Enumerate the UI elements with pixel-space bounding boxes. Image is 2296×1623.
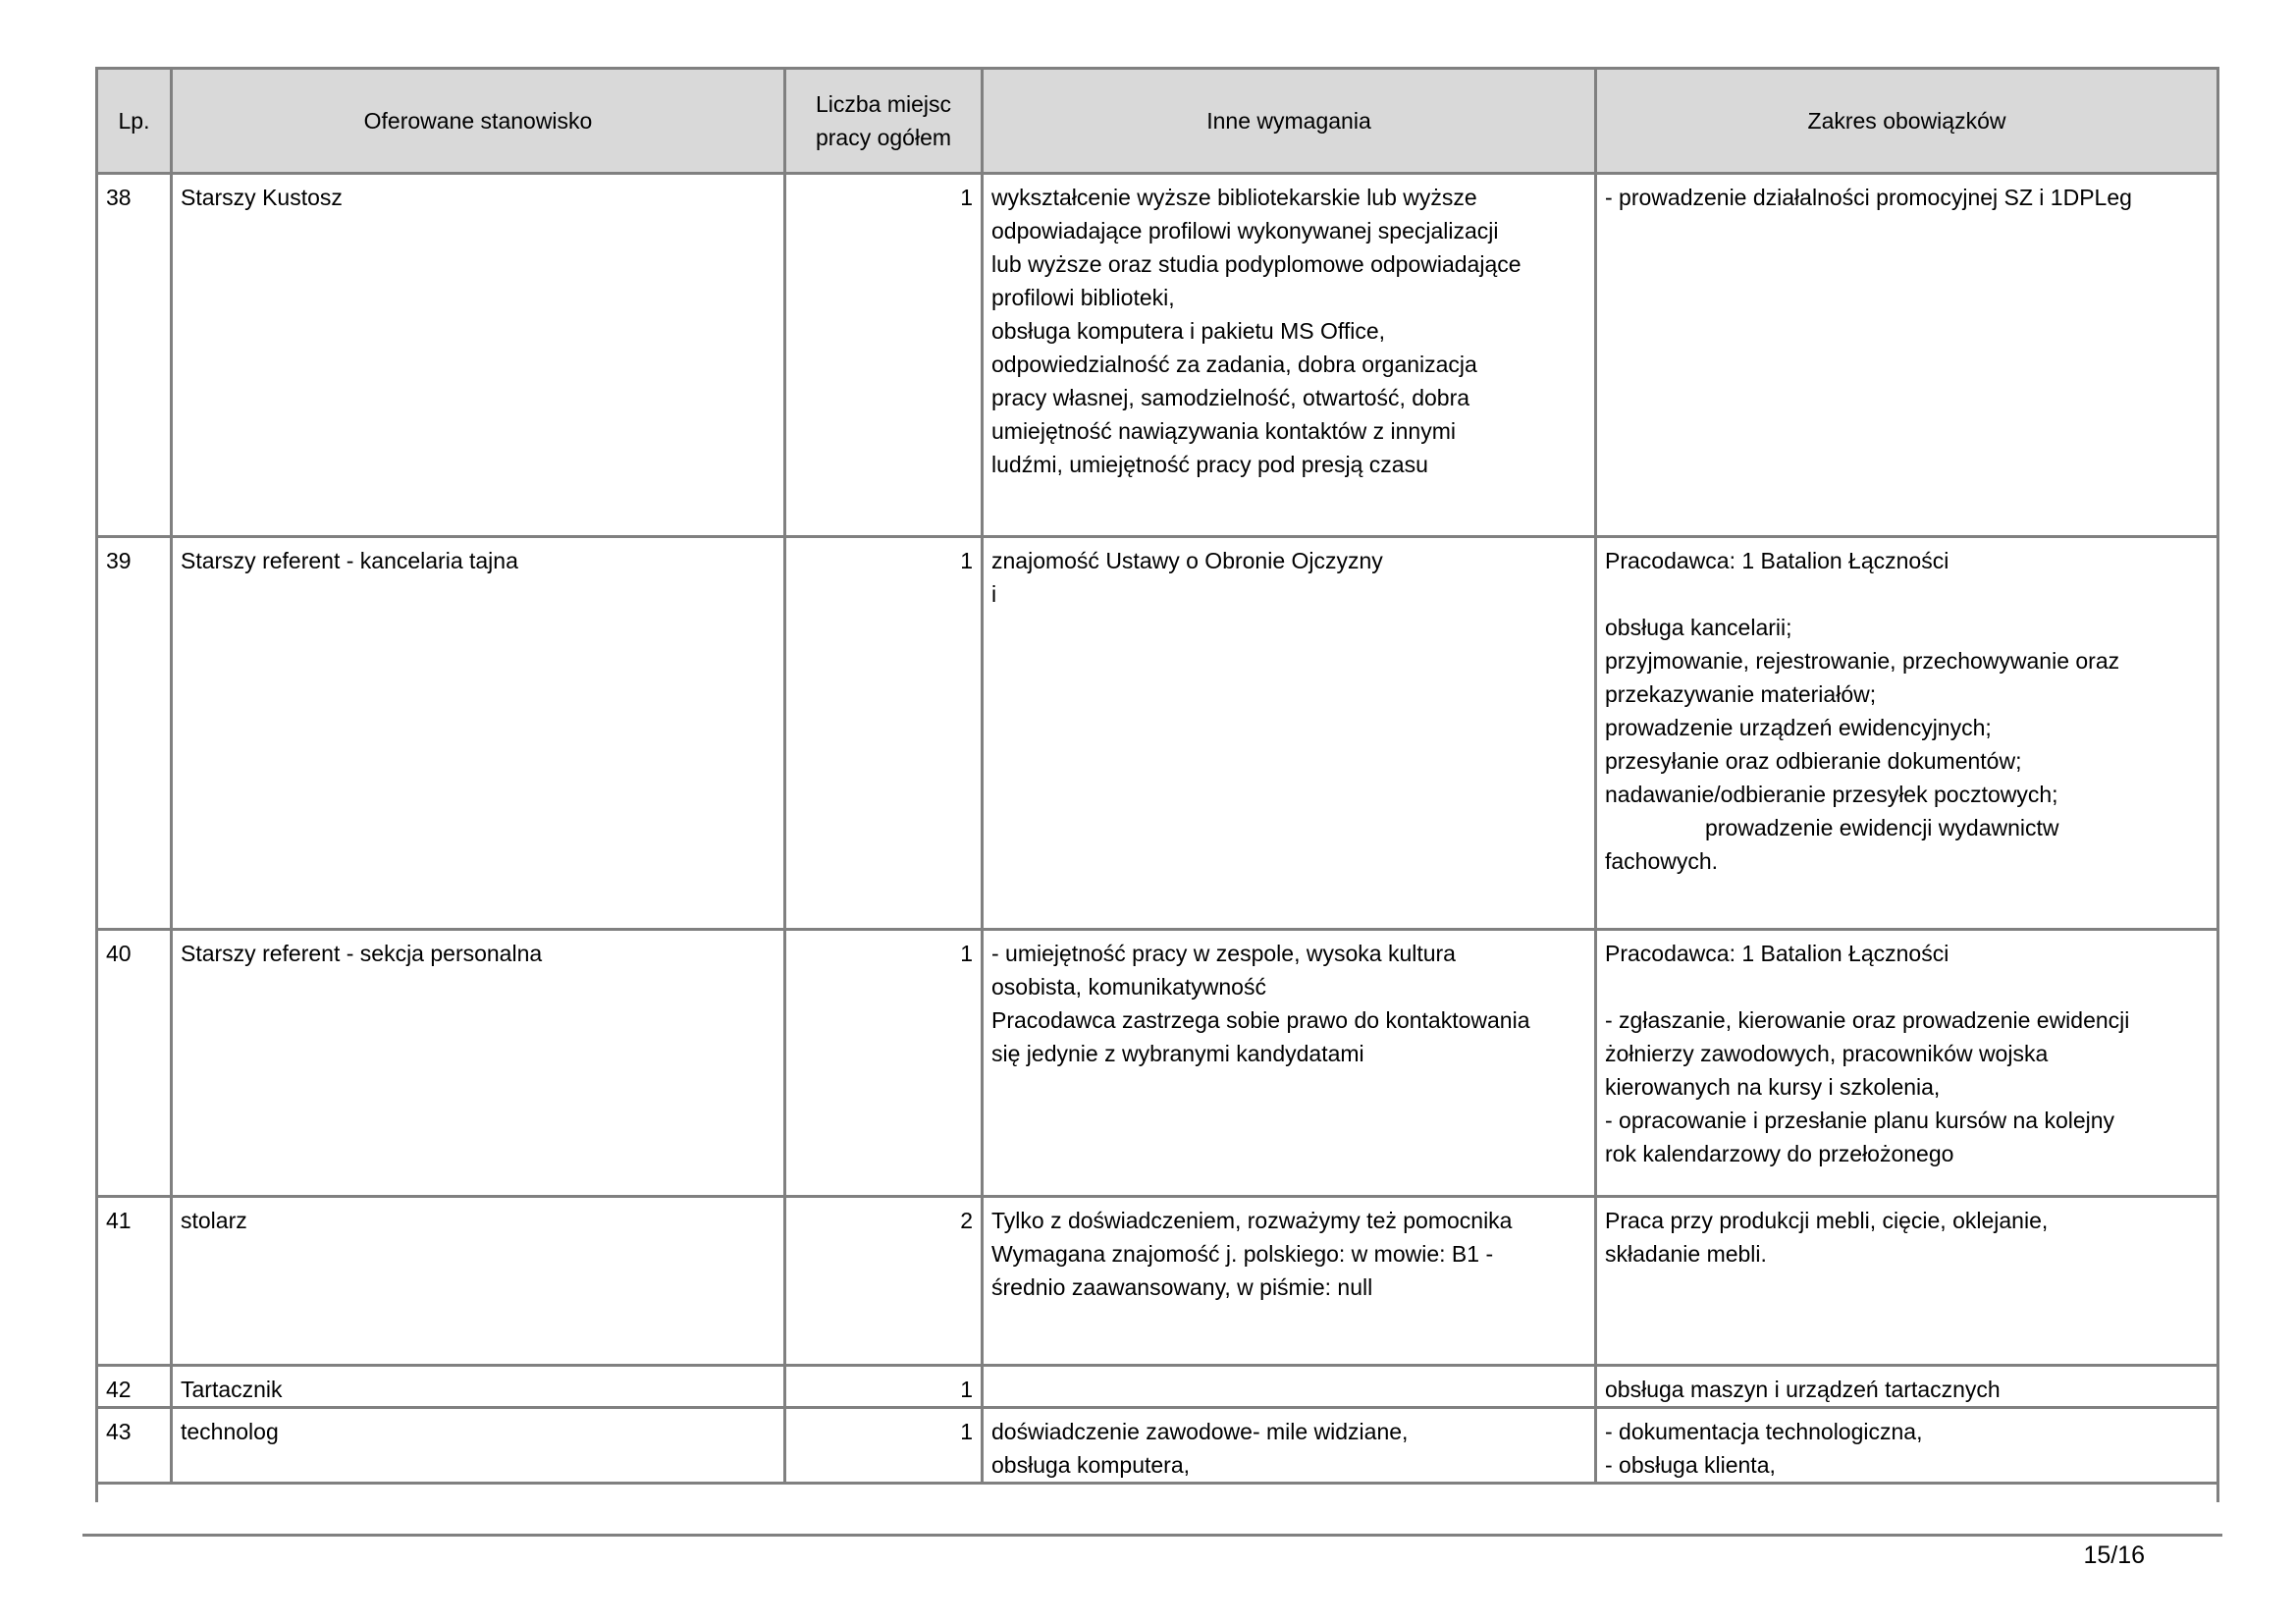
cell-requirements: Tylko z doświadczeniem, rozważymy też pomocnika Wymagana znajomość j. polskiego: w mowie: B1 - średnio zaawansowany, w piśmie: null bbox=[983, 1197, 1596, 1366]
table-continuation bbox=[97, 1484, 2218, 1503]
cell-duties: Pracodawca: 1 Batalion Łączności - zgłaszanie, kierowanie oraz prowadzenie ewidencji żołnierzy zawodowych, pracowników wojska kierowanych na kursy i szkolenia, - opracowanie i przesłanie planu kursów na kolejny rok kalendarzowy do przełożonego bbox=[1596, 930, 2218, 1197]
cell-lp: 40 bbox=[97, 930, 172, 1197]
duties-text: Pracodawca: 1 Batalion Łączności obsługa kancelarii; przyjmowanie, rejestrowanie, przechowywanie oraz przekazywanie materiałów; prowadzenie urządzeń ewidencyjnych; przesyłanie oraz odbieranie dokumentów; nadawanie/odbieranie przesyłek pocztowych; bbox=[1605, 548, 2120, 807]
cell-duties: obsługa maszyn i urządzeń tartacznych bbox=[1596, 1366, 2218, 1408]
cell-lp: 42 bbox=[97, 1366, 172, 1408]
table-row bbox=[97, 930, 2218, 1197]
table-row bbox=[97, 537, 2218, 930]
cell-count: 1 bbox=[785, 1366, 983, 1408]
cell-lp: 38 bbox=[97, 174, 172, 537]
cell-requirements: - umiejętność pracy w zespole, wysoka kultura osobista, komunikatywność Pracodawca zastrzega sobie prawo do kontaktowania się jedynie z wybranymi kandydatami bbox=[983, 930, 1596, 1197]
header-lp: Lp. bbox=[97, 69, 172, 174]
duties-tail: fachowych. bbox=[1605, 848, 1719, 874]
table-header-row bbox=[97, 69, 2218, 174]
cell-lp: 39 bbox=[97, 537, 172, 930]
cell-position: stolarz bbox=[172, 1197, 785, 1366]
cell-requirements: doświadczenie zawodowe- mile widziane, obsługa komputera, bbox=[983, 1408, 1596, 1484]
cell-lp: 41 bbox=[97, 1197, 172, 1366]
cell-position: technolog bbox=[172, 1408, 785, 1484]
table-row bbox=[97, 174, 2218, 537]
cell-count: 1 bbox=[785, 1408, 983, 1484]
cell-position: Starszy Kustosz bbox=[172, 174, 785, 537]
cell-count: 1 bbox=[785, 537, 983, 930]
footer-divider bbox=[82, 1534, 2222, 1537]
page-number: 15/16 bbox=[2083, 1542, 2145, 1569]
job-offers-table bbox=[95, 67, 2219, 1502]
table-row bbox=[97, 1408, 2218, 1484]
cell-duties: - dokumentacja technologiczna, - obsługa klienta, bbox=[1596, 1408, 2218, 1484]
cell-lp: 43 bbox=[97, 1408, 172, 1484]
table-row bbox=[97, 1197, 2218, 1366]
table-row bbox=[97, 1366, 2218, 1408]
header-position: Oferowane stanowisko bbox=[172, 69, 785, 174]
cell-position: Tartacznik bbox=[172, 1366, 785, 1408]
duties-indented-line: prowadzenie ewidencji wydawnictw bbox=[1705, 815, 2059, 840]
cell-duties: - prowadzenie działalności promocyjnej SZ i 1DPLeg bbox=[1596, 174, 2218, 537]
cell-requirements: wykształcenie wyższe bibliotekarskie lub wyższe odpowiadające profilowi wykonywanej specjalizacji lub wyższe oraz studia podyplomowe odpowiadające profilowi biblioteki, obsługa komputera i pakietu MS Office, odpowiedzialność za zadania, dobra organizacja pracy własnej, samodzielność, otwartość, dobra umiejętność nawiązywania kontaktów z innymi ludźmi, umiejętność pracy pod presją czasu bbox=[983, 174, 1596, 537]
cell-duties: Praca przy produkcji mebli, cięcie, oklejanie, składanie mebli. bbox=[1596, 1197, 2218, 1366]
cell-requirements bbox=[983, 1366, 1596, 1408]
cell-count: 1 bbox=[785, 930, 983, 1197]
header-count: Liczba miejsc pracy ogółem bbox=[785, 69, 983, 174]
cell-requirements: znajomość Ustawy o Obronie Ojczyzny i bbox=[983, 537, 1596, 930]
continuation-cell bbox=[97, 1484, 2218, 1503]
cell-position: Starszy referent - kancelaria tajna bbox=[172, 537, 785, 930]
cell-count: 2 bbox=[785, 1197, 983, 1366]
cell-duties bbox=[1596, 537, 2218, 930]
header-duties: Zakres obowiązków bbox=[1596, 69, 2218, 174]
cell-count: 1 bbox=[785, 174, 983, 537]
cell-position: Starszy referent - sekcja personalna bbox=[172, 930, 785, 1197]
header-requirements: Inne wymagania bbox=[983, 69, 1596, 174]
